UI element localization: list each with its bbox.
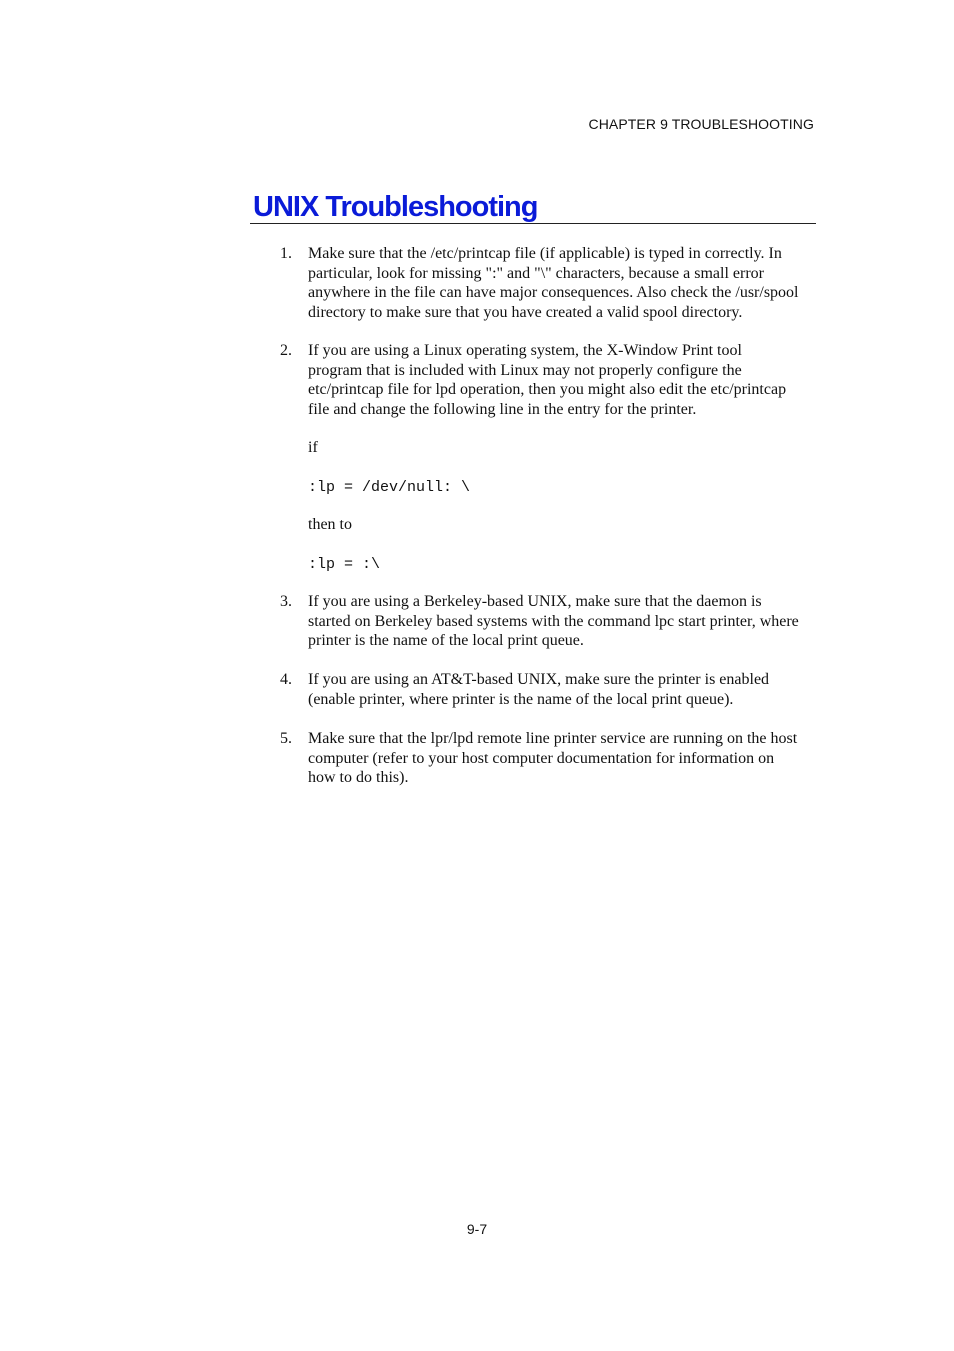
list-item-number: 3. [280,593,292,610]
text-line: Make sure that the lpr/lpd remote line printer service are running on the host [308,730,798,747]
text-line: file and change the following line in the entry for the printer. [308,400,697,418]
text-line: Make sure that the /etc/printcap file (if applicable) is typed in correctly. In [308,245,782,262]
text-line: etc/printcap file for lpd operation, then you might also edit the etc/printcap [308,381,787,398]
code-line-after: :lp = :\ [308,556,381,573]
page-number: 9-7 [466,1221,488,1237]
text-line: started on Berkeley based systems with the command lpc start printer, where [308,612,799,630]
list-item-number: 1. [280,245,292,262]
text-line: directory to make sure that you have created a valid spool directory. [308,303,743,321]
list-item-number: 2. [280,342,292,359]
if-label: if [308,439,318,456]
title-underline [250,223,816,224]
text-line: If you are using an AT&T-based UNIX, make sure the printer is enabled [308,671,770,688]
text-line: how to do this). [308,769,409,786]
text-line: If you are using a Berkeley-based UNIX, make sure that the daemon is [308,593,762,610]
running-header: CHAPTER 9 TROUBLESHOOTING [588,116,814,132]
list-item-text [308,592,816,651]
text-line: particular, look for missing ":" and "\" characters, because a small error [308,264,764,282]
list-item-number: 4. [280,671,292,688]
section-title: UNIX Troubleshooting [253,191,538,223]
list-item-number: 5. [280,730,292,747]
text-line: anywhere in the file can have major consequences. Also check the /usr/spool [308,284,799,301]
text-line: computer (refer to your host computer documentation for information on [308,749,775,767]
text-line: program that is included with Linux may not properly configure the [308,361,742,379]
code-line-before: :lp = /dev/null: \ [308,479,471,496]
text-line: (enable printer, where printer is the name of the local print queue). [308,690,734,708]
text-line: printer is the name of the local print queue. [308,632,584,649]
list-item-text [308,729,816,788]
list-item-text [308,670,816,709]
then-label: then to [308,516,352,533]
list-item-text [308,244,816,322]
text-line: If you are using a Linux operating system, the X-Window Print tool [308,342,742,359]
list-item-text [308,341,816,419]
